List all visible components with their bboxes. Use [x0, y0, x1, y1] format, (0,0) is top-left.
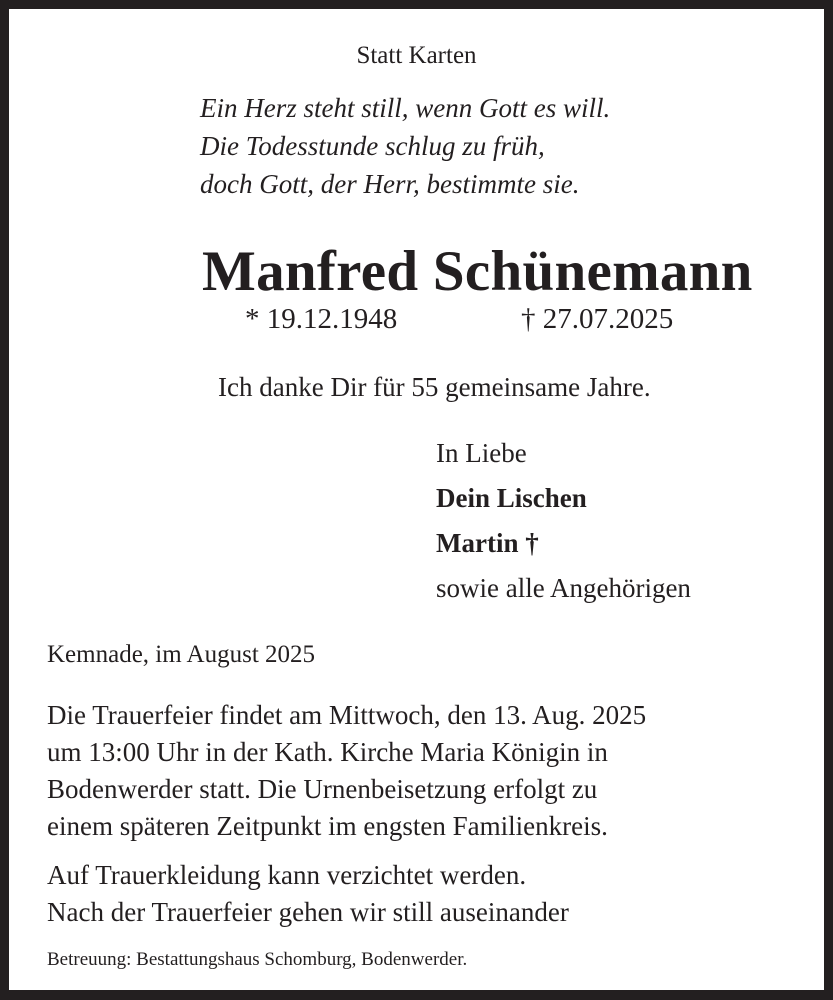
signature-intro: In Liebe: [436, 438, 527, 468]
ceremony-line: Bodenwerder statt. Die Urnenbeisetzung erfolgt zu: [47, 774, 598, 804]
signature-name: Martin †: [436, 528, 539, 558]
signature-block: [436, 431, 691, 611]
deceased-name: Manfred Schünemann: [202, 240, 753, 303]
death-date: † 27.07.2025: [521, 303, 674, 335]
signature-others: sowie alle Angehörigen: [436, 573, 691, 603]
notes-paragraph: [47, 857, 569, 931]
thanks-line: Ich danke Dir für 55 gemeinsame Jahre.: [218, 372, 651, 402]
place-date: Kemnade, im August 2025: [47, 641, 316, 668]
signature-name: Dein Lischen: [436, 483, 587, 513]
header-text: Statt Karten: [356, 42, 477, 69]
funeral-home-credit: Betreuung: Bestattungshaus Schomburg, Bodenwerder.: [47, 949, 468, 970]
ceremony-line: Die Trauerfeier findet am Mittwoch, den 13. Aug. 2025: [47, 700, 647, 730]
birth-date: * 19.12.1948: [245, 303, 398, 335]
poem-line: Ein Herz steht still, wenn Gott es will.: [200, 93, 611, 123]
note-line: Nach der Trauerfeier gehen wir still auseinander: [47, 897, 569, 927]
poem-line: Die Todesstunde schlug zu früh,: [200, 131, 545, 161]
ceremony-line: einem späteren Zeitpunkt im engsten Familienkreis.: [47, 811, 608, 841]
note-line: Auf Trauerkleidung kann verzichtet werden.: [47, 860, 527, 890]
poem-line: doch Gott, der Herr, bestimmte sie.: [200, 169, 580, 199]
obituary-notice: [9, 9, 824, 990]
ceremony-paragraph: [47, 697, 646, 845]
poem: [200, 89, 610, 203]
ceremony-line: um 13:00 Uhr in der Kath. Kirche Maria Königin in: [47, 737, 608, 767]
